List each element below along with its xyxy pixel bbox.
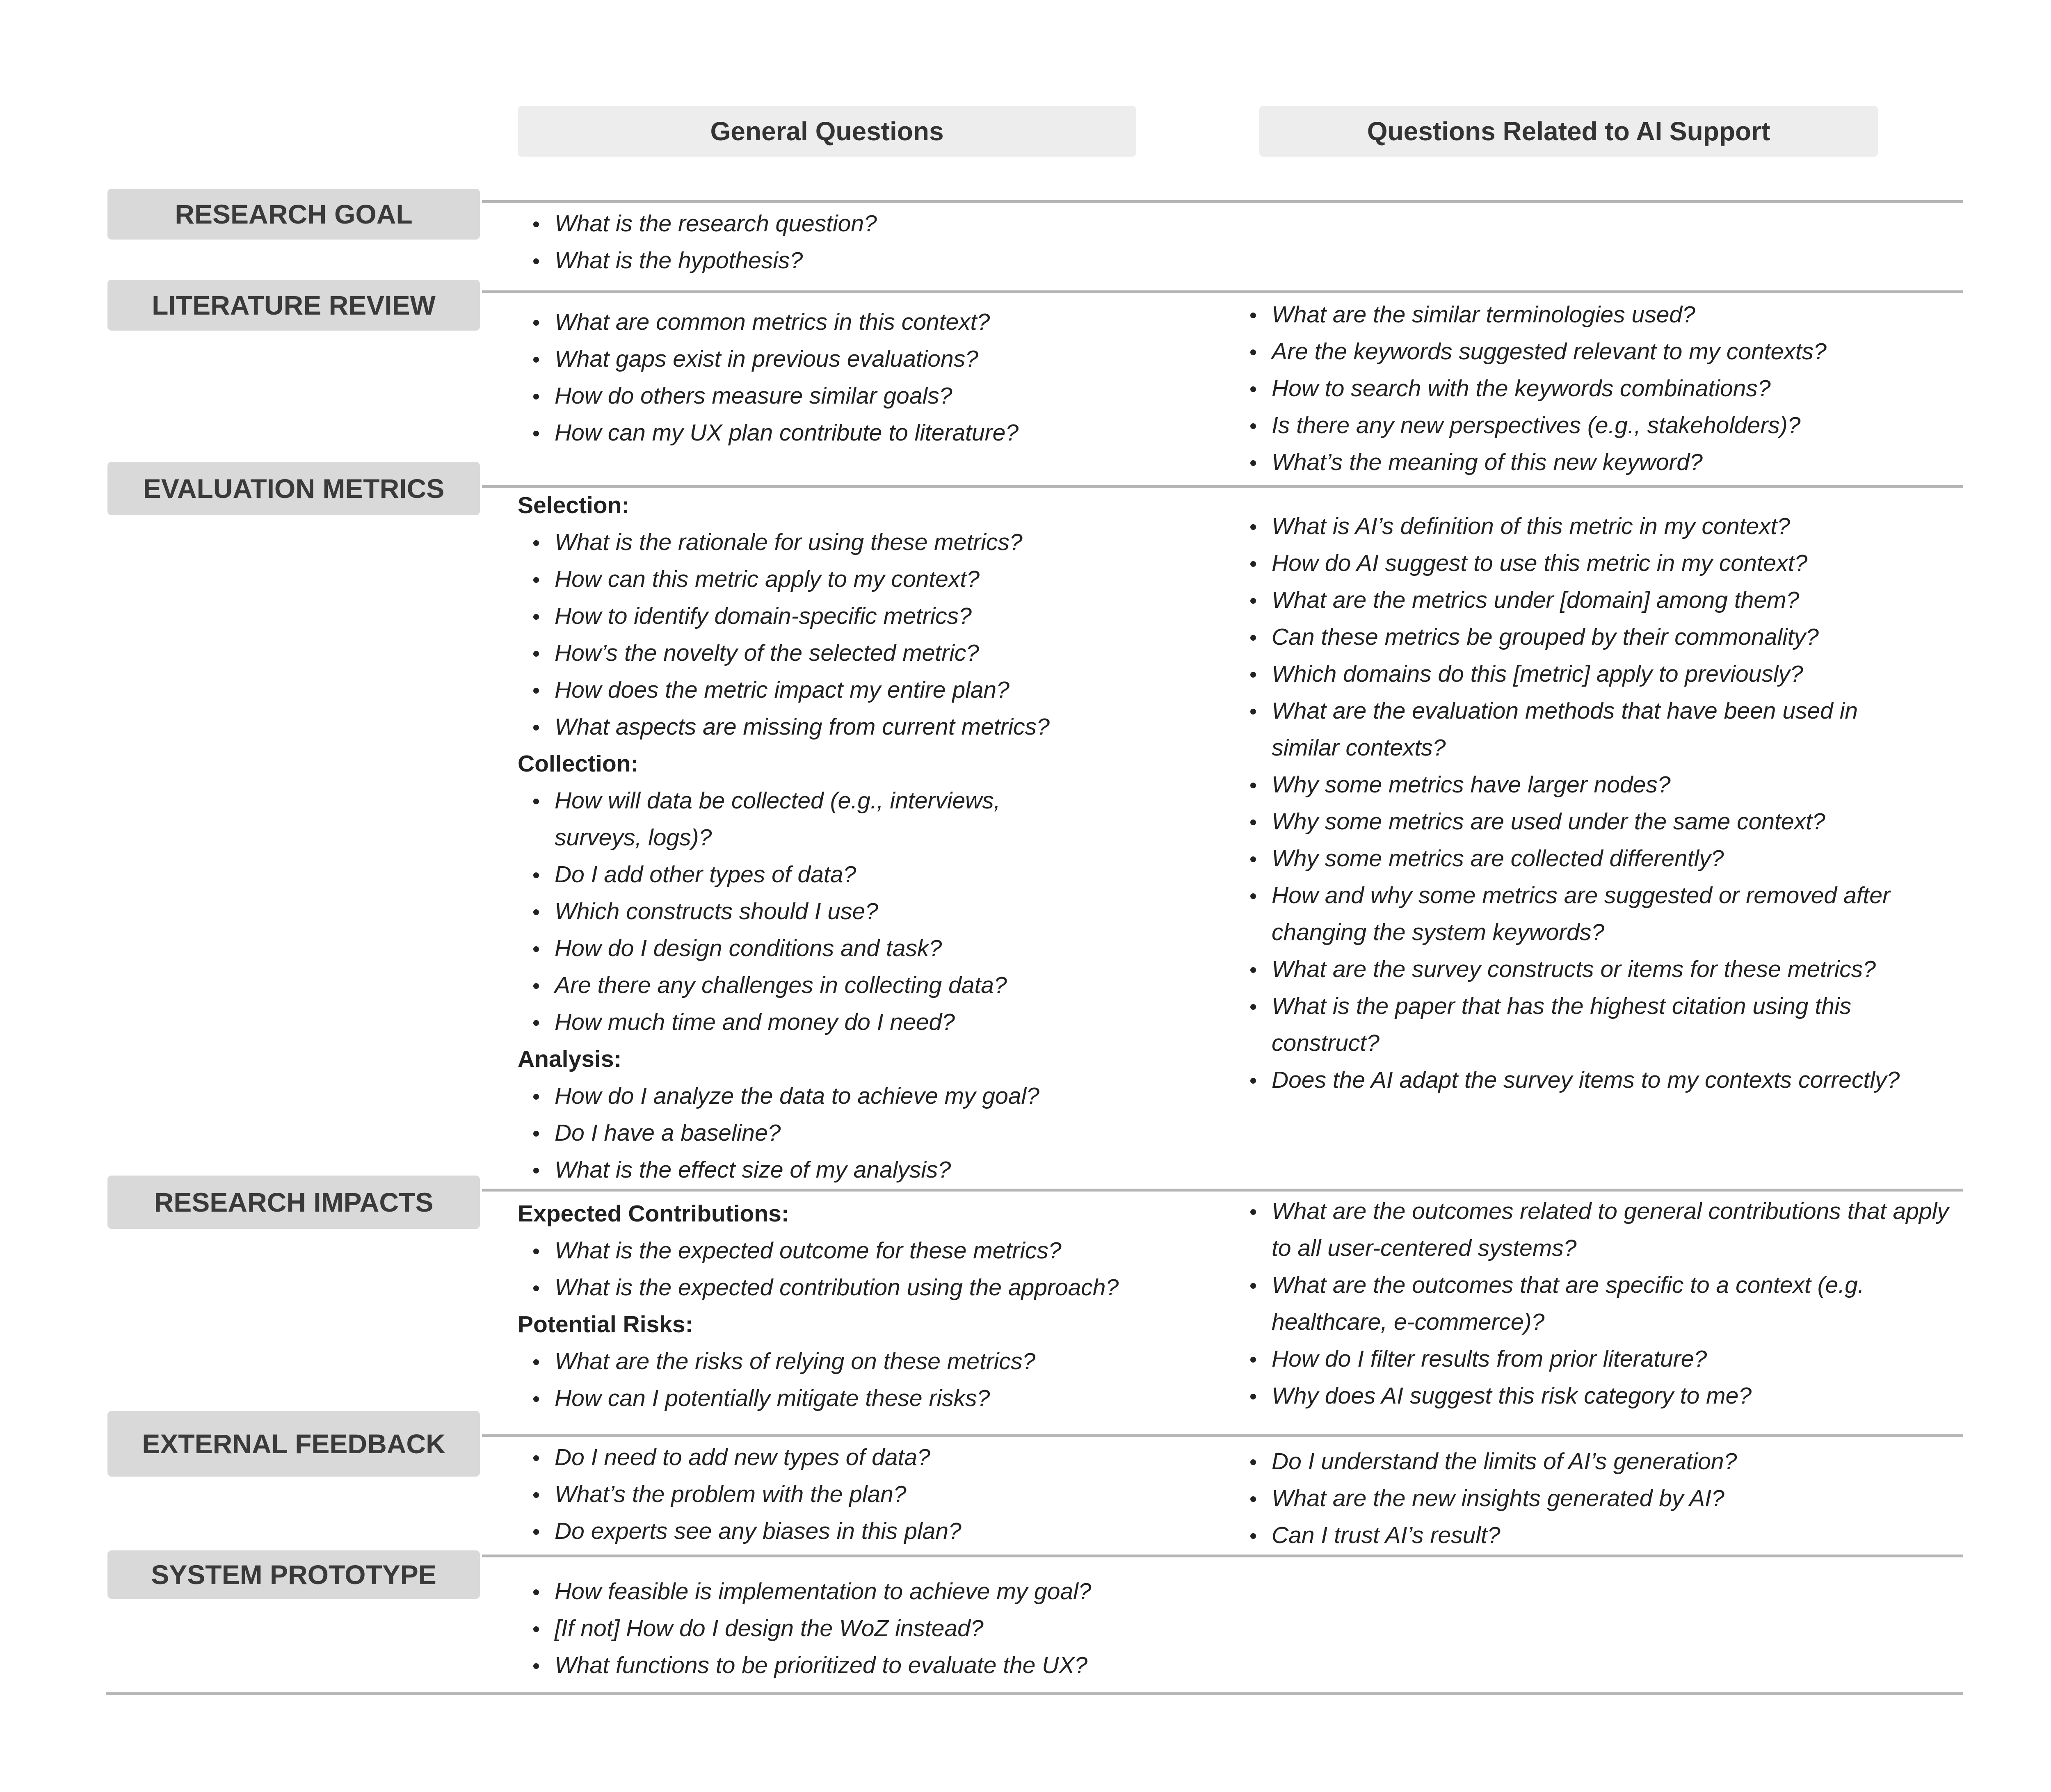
row-divider: [482, 1555, 1963, 1557]
question-list: [1235, 1193, 1957, 1414]
question-item: What is the expected contribution using the approach?: [555, 1269, 1215, 1306]
question-item: How will data be collected (e.g., interviews, surveys, logs)?: [555, 782, 1084, 856]
question-item: Do I have a baseline?: [555, 1114, 1215, 1151]
question-item: How can this metric apply to my context?: [555, 561, 1215, 598]
question-item: Why does AI suggest this risk category to me?: [1272, 1377, 1957, 1414]
column-header-ai-support: Questions Related to AI Support: [1259, 106, 1878, 157]
row-divider: [482, 200, 1963, 203]
question-item: What are the similar terminologies used?: [1272, 296, 1940, 333]
research-impacts-ai-questions: [1235, 1193, 1957, 1414]
subheading-selection: Selection:: [518, 492, 630, 518]
question-item: Can these metrics be grouped by their commonality?: [1272, 619, 1924, 655]
literature-review-general-questions: [518, 304, 1215, 451]
question-item: Is there any new perspectives (e.g., stakeholders)?: [1272, 407, 1940, 444]
row-label-literature-review: LITERATURE REVIEW: [107, 280, 480, 331]
subheading-potential-risks: Potential Risks:: [518, 1311, 693, 1338]
question-item: How can I potentially mitigate these risks?: [555, 1380, 1215, 1417]
question-list: [518, 524, 1215, 745]
row-label-research-goal: RESEARCH GOAL: [107, 189, 480, 240]
question-list: [1235, 296, 1940, 481]
question-list: [1235, 508, 1924, 1098]
question-item: How feasible is implementation to achieve my goal?: [555, 1573, 1215, 1610]
evaluation-metrics-ai-questions: [1235, 508, 1924, 1098]
question-list: [518, 1077, 1215, 1188]
question-item: What’s the meaning of this new keyword?: [1272, 444, 1940, 481]
question-item: Does the AI adapt the survey items to my contexts correctly?: [1272, 1062, 1924, 1098]
question-item: What is the rationale for using these metrics?: [555, 524, 1215, 561]
question-item: What is the expected outcome for these metrics?: [555, 1232, 1215, 1269]
row-label-research-impacts: RESEARCH IMPACTS: [107, 1176, 480, 1229]
row-divider: [482, 1434, 1963, 1437]
research-goal-general-questions: [518, 205, 1215, 279]
system-prototype-general-questions: [518, 1573, 1215, 1684]
question-item: How much time and money do I need?: [555, 1004, 1084, 1041]
question-item: Why some metrics are used under the same context?: [1272, 803, 1924, 840]
question-item: How to search with the keywords combinations?: [1272, 370, 1940, 407]
question-item: Do experts see any biases in this plan?: [555, 1513, 1215, 1550]
literature-review-ai-questions: [1235, 296, 1940, 481]
question-item: What are the evaluation methods that have been used in similar contexts?: [1272, 692, 1924, 766]
question-item: How do I design conditions and task?: [555, 930, 1084, 967]
question-item: Why some metrics are collected differently?: [1272, 840, 1924, 877]
question-item: How to identify domain-specific metrics?: [555, 598, 1215, 635]
question-item: How do I filter results from prior literature?: [1272, 1340, 1957, 1377]
subheading-collection: Collection:: [518, 751, 639, 777]
question-item: What aspects are missing from current metrics?: [555, 708, 1215, 745]
column-header-general: General Questions: [518, 106, 1136, 157]
question-item: What is AI’s definition of this metric in my context?: [1272, 508, 1924, 545]
question-item: Which domains do this [metric] apply to previously?: [1272, 655, 1924, 692]
question-item: Do I add other types of data?: [555, 856, 1084, 893]
question-item: Why some metrics have larger nodes?: [1272, 766, 1924, 803]
question-item: How do AI suggest to use this metric in my context?: [1272, 545, 1924, 582]
question-item: What is the effect size of my analysis?: [555, 1151, 1215, 1188]
question-item: Are there any challenges in collecting data?: [555, 967, 1084, 1004]
question-item: Do I need to add new types of data?: [555, 1439, 1215, 1476]
question-item: How do others measure similar goals?: [555, 377, 1215, 414]
table-bottom-border: [106, 1692, 1963, 1695]
question-item: What is the paper that has the highest citation using this construct?: [1272, 988, 1924, 1062]
question-item: What are common metrics in this context?: [555, 304, 1215, 340]
question-item: What gaps exist in previous evaluations?: [555, 340, 1215, 377]
question-item: What are the outcomes related to general contributions that apply to all user-centered systems?: [1272, 1193, 1957, 1267]
question-item: What are the risks of relying on these metrics?: [555, 1343, 1215, 1380]
evaluation-metrics-general-questions: [518, 487, 1215, 1188]
external-feedback-ai-questions: [1235, 1443, 1940, 1554]
question-item: What’s the problem with the plan?: [555, 1476, 1215, 1513]
row-divider: [482, 290, 1963, 293]
external-feedback-general-questions: [518, 1439, 1215, 1550]
question-item: How do I analyze the data to achieve my goal?: [555, 1077, 1215, 1114]
question-list: [1235, 1443, 1940, 1554]
question-item: How’s the novelty of the selected metric?: [555, 635, 1215, 671]
row-label-system-prototype: SYSTEM PROTOTYPE: [107, 1550, 480, 1599]
question-item: What functions to be prioritized to evaluate the UX?: [555, 1647, 1215, 1684]
question-item: How does the metric impact my entire plan?: [555, 671, 1215, 708]
question-item: What are the survey constructs or items for these metrics?: [1272, 951, 1924, 988]
question-item: Do I understand the limits of AI’s generation?: [1272, 1443, 1940, 1480]
question-list: [518, 304, 1215, 451]
question-item: Which constructs should I use?: [555, 893, 1084, 930]
question-item: Can I trust AI’s result?: [1272, 1517, 1940, 1554]
question-item: What is the hypothesis?: [555, 242, 1215, 279]
subheading-analysis: Analysis:: [518, 1046, 622, 1072]
question-item: What are the metrics under [domain] among them?: [1272, 582, 1924, 619]
question-item: [If not] How do I design the WoZ instead?: [555, 1610, 1215, 1647]
question-list: [518, 1232, 1215, 1306]
question-list: [518, 782, 1084, 1041]
question-item: What is the research question?: [555, 205, 1215, 242]
question-list: [518, 1573, 1215, 1684]
question-list: [518, 1439, 1215, 1550]
row-divider: [482, 1189, 1963, 1192]
subheading-expected-contributions: Expected Contributions:: [518, 1201, 789, 1227]
question-item: What are the outcomes that are specific to a context (e.g. healthcare, e-commerce)?: [1272, 1267, 1957, 1340]
question-list: [518, 1343, 1215, 1417]
question-item: How can my UX plan contribute to literature?: [555, 414, 1215, 451]
question-list: [518, 205, 1215, 279]
question-item: Are the keywords suggested relevant to my contexts?: [1272, 333, 1940, 370]
research-impacts-general-questions: [518, 1195, 1215, 1417]
question-item: How and why some metrics are suggested or removed after changing the system keywords?: [1272, 877, 1924, 951]
row-label-external-feedback: EXTERNAL FEEDBACK: [107, 1411, 480, 1477]
row-label-evaluation-metrics: EVALUATION METRICS: [107, 462, 480, 515]
question-item: What are the new insights generated by AI?: [1272, 1480, 1940, 1517]
